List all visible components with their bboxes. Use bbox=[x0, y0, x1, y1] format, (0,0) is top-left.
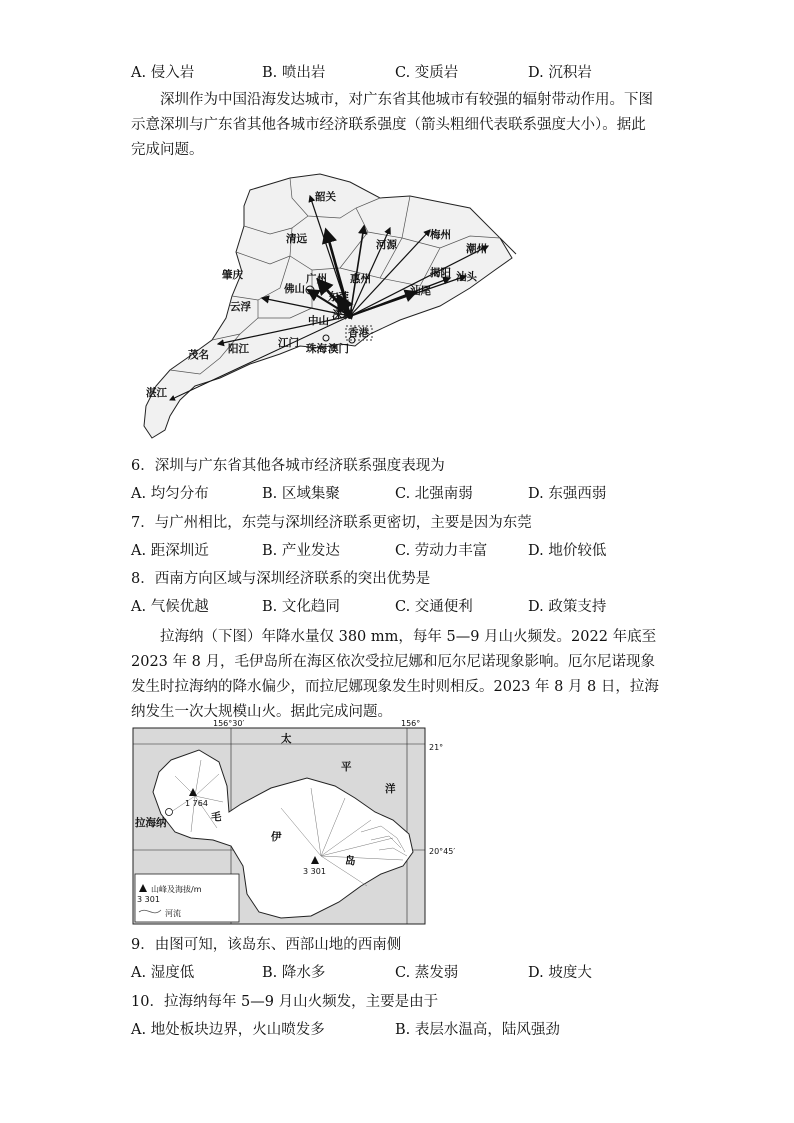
island-label-mao: 毛 bbox=[211, 811, 222, 823]
q5-option-b: B. 喷出岩 bbox=[262, 65, 326, 81]
q9-stem: 9．由图可知，该岛东、西部山地的西南侧 bbox=[131, 937, 402, 953]
intro-paragraph-shenzhen: 深圳作为中国沿海发达城市，对广东省其他城市有较强的辐射带动作用。下图示意深圳与广东省其他各城市经济联系强度（箭头粗细代表联系强度大小）。据此完成问题。 bbox=[131, 92, 653, 158]
city-label-huizhou: 惠州 bbox=[350, 273, 371, 285]
sea-label-ping: 平 bbox=[341, 761, 352, 773]
city-label-shaoguan: 韶关 bbox=[315, 191, 336, 203]
city-label-guangzhou: 广州 bbox=[306, 273, 327, 285]
city-label-macau: 澳门 bbox=[328, 343, 349, 355]
latitude-label-21: 21° bbox=[429, 743, 444, 752]
city-label-shanwei: 汕尾 bbox=[410, 285, 431, 297]
q10-option-b: B. 表层水温高，陆风强劲 bbox=[395, 1022, 560, 1038]
city-label-shenzhen: 深圳 bbox=[332, 309, 353, 321]
maui-island-map bbox=[131, 716, 461, 928]
town-label-lahaina: 拉海纳 bbox=[135, 817, 167, 829]
peak-elevation-west: 1 764 bbox=[185, 799, 208, 808]
city-label-heyuan: 河源 bbox=[376, 239, 397, 251]
sea-label-tai: 太 bbox=[281, 733, 292, 745]
q5-option-d: D. 沉积岩 bbox=[528, 65, 592, 81]
city-label-jiangmen: 江门 bbox=[278, 337, 299, 349]
peak-elevation-east: 3 301 bbox=[303, 867, 326, 876]
q5-option-a: A. 侵入岩 bbox=[131, 65, 195, 81]
q7-option-c: C. 劳动力丰富 bbox=[395, 543, 488, 559]
city-label-jieyang: 揭阳 bbox=[430, 267, 451, 279]
sea-label-yang: 洋 bbox=[385, 783, 396, 795]
intro-paragraph-lahaina: 拉海纳（下图）年降水量仅 380 mm，每年 5—9 月山火频发。2022 年底至 2023 年 8 月，毛伊岛所在海区依次受拉尼娜和厄尔尼诺现象影响。厄尔尼诺现象发生时拉海纳的降水偏少，而拉尼娜现象发生时则相反。2023 年 8 月 8 日，拉海纳发生一次大规模山火。据此完成问题。 bbox=[131, 629, 659, 720]
q8-stem: 8．西南方向区域与深圳经济联系的突出优势是 bbox=[131, 571, 431, 587]
q6-option-d: D. 东强西弱 bbox=[528, 486, 607, 502]
city-label-maoming: 茂名 bbox=[188, 349, 209, 361]
city-label-hongkong: 香港 bbox=[348, 327, 369, 339]
q9-option-b: B. 降水多 bbox=[262, 965, 326, 981]
guangdong-economic-link-map bbox=[140, 168, 520, 448]
city-label-dongguan: 东莞 bbox=[328, 291, 349, 303]
city-label-foshan: 佛山 bbox=[284, 283, 305, 295]
town-marker-icon bbox=[166, 809, 173, 816]
q10-stem: 10．拉海纳每年 5—9 月山火频发，主要是由于 bbox=[131, 994, 439, 1010]
q6-option-b: B. 区域集聚 bbox=[262, 486, 340, 502]
legend-river-label: 河流 bbox=[165, 909, 181, 918]
q8-option-d: D. 政策支持 bbox=[528, 599, 607, 615]
q8-option-b: B. 文化趋同 bbox=[262, 599, 340, 615]
island-label-yi: 伊 bbox=[271, 831, 282, 843]
q9-option-d: D. 坡度大 bbox=[528, 965, 592, 981]
city-label-shantou: 汕头 bbox=[456, 271, 477, 283]
longitude-label-156: 156° bbox=[401, 719, 421, 728]
q6-stem: 6．深圳与广东省其他各城市经济联系强度表现为 bbox=[131, 458, 445, 474]
q6-option-a: A. 均匀分布 bbox=[131, 486, 209, 502]
city-label-zhaoqing: 肇庆 bbox=[222, 269, 243, 281]
q7-option-d: D. 地价较低 bbox=[528, 543, 607, 559]
q9-option-c: C. 蒸发弱 bbox=[395, 965, 459, 981]
q8-option-c: C. 交通便利 bbox=[395, 599, 473, 615]
city-label-chaozhou: 潮州 bbox=[466, 243, 487, 255]
q9-option-a: A. 湿度低 bbox=[131, 965, 195, 981]
q7-option-b: B. 产业发达 bbox=[262, 543, 340, 559]
city-label-meizhou: 梅州 bbox=[430, 229, 451, 241]
island-label-dao: 岛 bbox=[345, 855, 356, 867]
city-label-yunfu: 云浮 bbox=[230, 301, 251, 313]
q6-option-c: C. 北强南弱 bbox=[395, 486, 473, 502]
legend-peak-label: 山峰及海拔/m bbox=[151, 885, 202, 894]
city-label-zhuhai: 珠海 bbox=[306, 343, 327, 355]
city-label-zhanjiang: 湛江 bbox=[146, 387, 167, 399]
city-label-zhongshan: 中山 bbox=[308, 315, 329, 327]
latitude-label-20-45: 20°45′ bbox=[429, 847, 456, 856]
city-label-yangjiang: 阳江 bbox=[228, 343, 249, 355]
q10-option-a: A. 地处板块边界，火山喷发多 bbox=[131, 1022, 325, 1038]
q5-option-c: C. 变质岩 bbox=[395, 65, 459, 81]
legend-peak-value: 3 301 bbox=[137, 895, 160, 904]
q7-stem: 7．与广州相比，东莞与深圳经济联系更密切，主要是因为东莞 bbox=[131, 515, 532, 531]
q8-option-a: A. 气候优越 bbox=[131, 599, 209, 615]
city-label-qingyuan: 清远 bbox=[286, 233, 307, 245]
longitude-label-156-30: 156°30′ bbox=[213, 719, 245, 728]
q7-option-a: A. 距深圳近 bbox=[131, 543, 209, 559]
